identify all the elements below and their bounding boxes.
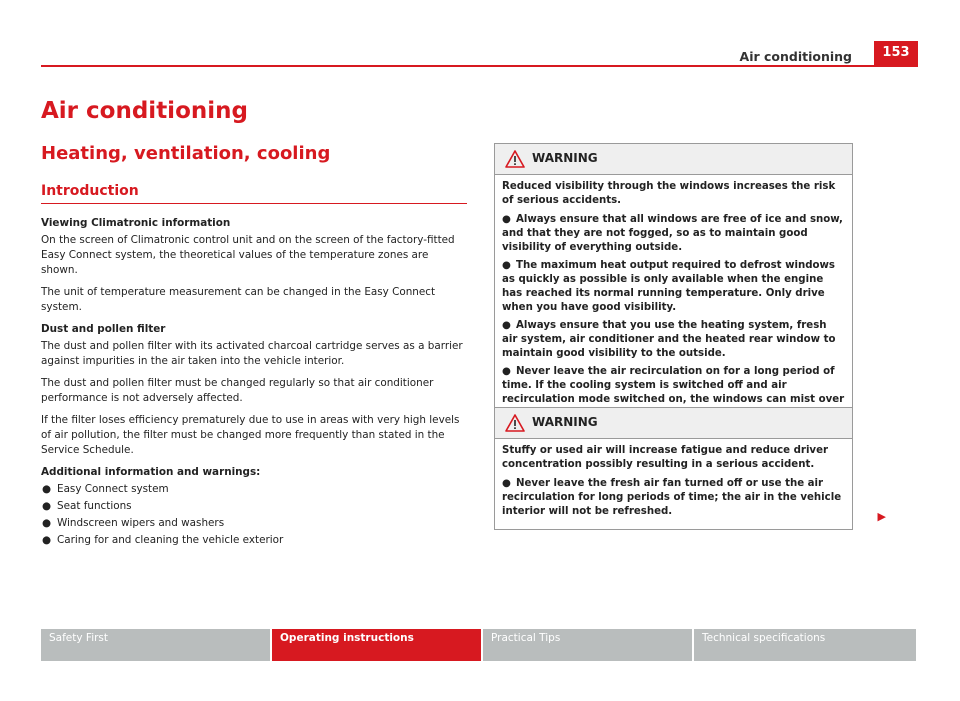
paragraph: The dust and pollen filter with its activated charcoal cartridge serves as a barrier against impurities in the air taken into the vehicle interior. [41, 340, 463, 367]
list-item[interactable] [41, 499, 467, 514]
cross-reference-list [41, 482, 467, 548]
paragraph: If the filter loses efficiency prematurely due to use in areas with very high levels of air pollution, the filter must be changed more frequently than stated in the Service Schedule. [41, 414, 460, 456]
heading-pollen-filter: Dust and pollen filter [41, 323, 166, 335]
bullet-icon: ● [502, 478, 511, 489]
warning-label: WARNING [532, 415, 598, 429]
list-item[interactable] [41, 533, 467, 548]
bullet-icon: ● [42, 517, 52, 529]
paragraph: The unit of temperature measurement can be changed in the Easy Connect system. [41, 286, 436, 313]
list-item-label: Easy Connect system [57, 483, 169, 495]
continue-arrow-icon: ▶ [877, 510, 886, 523]
tab-technical-specifications[interactable]: Technical specifications [694, 629, 916, 661]
footer-tab-bar [41, 629, 918, 661]
left-column [41, 216, 467, 550]
warning-label: WARNING [532, 151, 598, 165]
subsection-title: Introduction [41, 183, 139, 199]
list-item[interactable] [41, 482, 467, 497]
heading-additional-info: Additional information and warnings: [41, 466, 261, 478]
bullet-icon: ● [502, 260, 511, 271]
list-item-label: Seat functions [57, 500, 132, 512]
section-title: Heating, ventilation, cooling [41, 143, 331, 164]
bullet-icon: ● [502, 366, 511, 377]
warning-triangle-icon [505, 414, 525, 432]
paragraph: On the screen of Climatronic control unit and on the screen of the factory-fitted Easy Connect system, the theoretical values of the temperature zones are shown. [41, 234, 455, 276]
tab-practical-tips[interactable]: Practical Tips [483, 629, 692, 661]
warning-box-visibility [494, 143, 853, 450]
warning-triangle-icon [505, 150, 525, 168]
warning-header [495, 144, 852, 175]
warning-item-text: Never leave the air recirculation on for a long period of time. If the cooling system is switched off and air recirculation mode switched on, the windows can mist over [502, 366, 845, 405]
heading-climatronic: Viewing Climatronic information [41, 217, 231, 229]
warning-item-text: Always ensure that you use the heating system, fresh air system, air conditioner and the heated rear window to maintain good visibility to the outside. [502, 320, 836, 359]
warning-intro: Reduced visibility through the windows increases the risk of serious accidents. [502, 181, 836, 206]
header-rule [41, 65, 918, 67]
warning-item-text: The maximum heat output required to defrost windows as quickly as possible is only available when the engine has reached its normal running temperature. Only drive when you have good visibility. [502, 260, 835, 313]
warning-intro: Stuffy or used air will increase fatigue and reduce driver concentration possibly resulting in a serious accident. [502, 445, 829, 470]
subsection-rule [41, 203, 467, 204]
warning-item-text: Always ensure that all windows are free of ice and snow, and that they are not fogged, so as to maintain good visibility of everything outside. [502, 214, 843, 253]
warning-item [502, 259, 845, 315]
list-item[interactable] [41, 516, 467, 531]
bullet-icon: ● [42, 534, 52, 546]
tab-safety-first[interactable]: Safety First [41, 629, 270, 661]
list-item-label: Caring for and cleaning the vehicle exterior [57, 534, 284, 546]
warning-header [495, 408, 852, 439]
chapter-title: Air conditioning [41, 98, 248, 124]
running-header-title: Air conditioning [739, 49, 852, 64]
bullet-icon: ● [502, 320, 511, 331]
paragraph: The dust and pollen filter must be changed regularly so that air conditioner performance is not adversely affected. [41, 377, 434, 404]
bullet-icon: ● [42, 500, 52, 512]
bullet-icon: ● [42, 483, 52, 495]
warning-list [502, 477, 845, 519]
warning-item [502, 477, 845, 519]
warning-body [495, 439, 852, 529]
list-item-label: Windscreen wipers and washers [57, 517, 225, 529]
page-number: 153 [874, 41, 918, 65]
tab-operating-instructions[interactable]: Operating instructions [272, 629, 481, 661]
warning-item [502, 319, 845, 361]
bullet-icon: ● [502, 214, 511, 225]
warning-item-text: Never leave the fresh air fan turned off or use the air recirculation for long periods of time; the air in the vehicle interior will not be refreshed. [502, 478, 842, 517]
warning-list [502, 213, 845, 439]
warning-box-stuffy-air [494, 407, 886, 530]
warning-item [502, 213, 845, 255]
